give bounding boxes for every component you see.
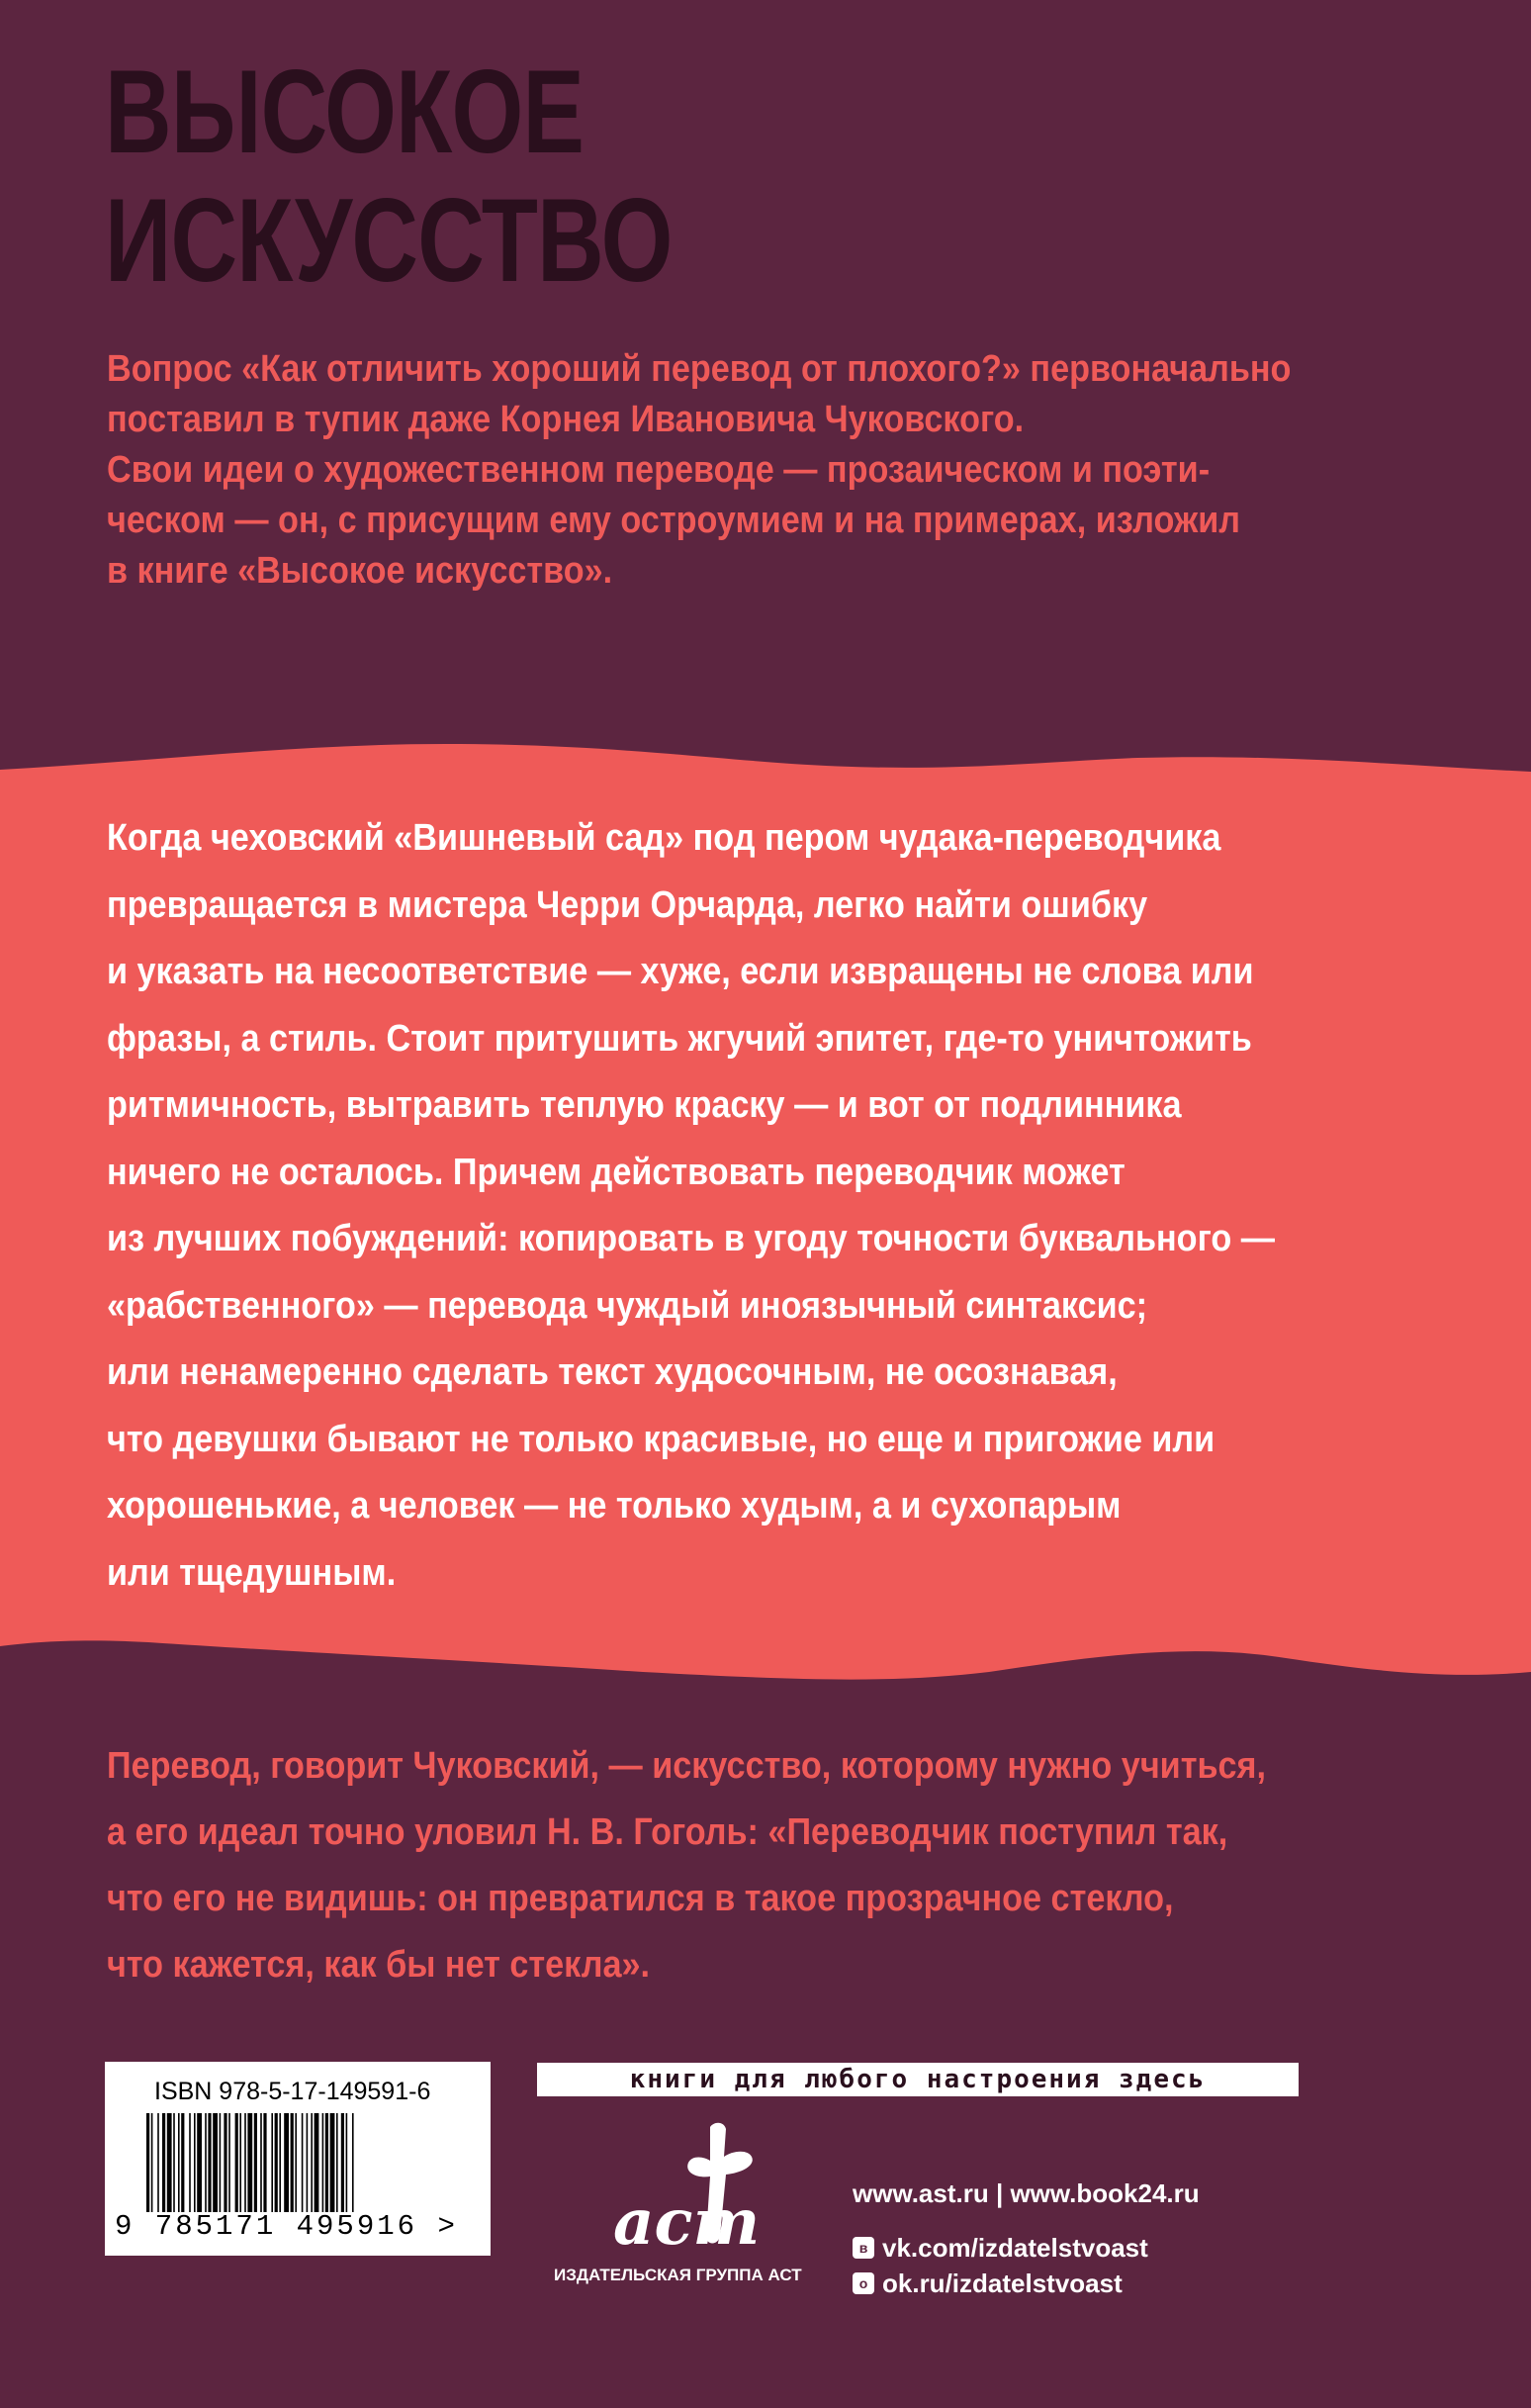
outro-paragraph [107, 1733, 1393, 1998]
band-line: или тщедушным. [107, 1551, 397, 1594]
intro-line: ческом — он, с присущим ему остроумием и на примерах, изложил [107, 500, 1240, 541]
band-line: из лучших побуждений: копировать в угоду точности буквального — [107, 1218, 1275, 1259]
band-line: Когда чеховский «Вишневый сад» под пером чудака-переводчика [107, 817, 1221, 859]
isbn-label: ISBN 978-5-17-149591-6 [154, 2078, 431, 2105]
intro-line: в книге «Высокое искусство». [107, 550, 613, 592]
odnoklassniki-icon: о [853, 2272, 874, 2294]
intro-line: поставил в тупик даже Корнея Ивановича Чуковского. [107, 399, 1025, 440]
band-line: «рабственного» — перевода чуждый иноязычный синтаксис; [107, 1284, 1148, 1327]
publisher-links [853, 2175, 1200, 2299]
band-line: фразы, а стиль. Стоит притушить жгучий эпитет, где-то уничтожить [107, 1017, 1252, 1060]
intro-paragraph [107, 344, 1393, 597]
outro-line: что кажется, как бы нет стекла». [107, 1944, 650, 1986]
barcode-digits: 9 785171 495916 > [115, 2210, 458, 2243]
band-line: хорошенькие, а человек — не только худым, а и сухопарым [107, 1485, 1122, 1527]
band-line: и указать на несоответствие — хуже, если извращены не слова или [107, 951, 1254, 992]
outro-line: Перевод, говорит Чуковский, — искусство, которому нужно учиться, [107, 1745, 1266, 1787]
publisher-name: ИЗДАТЕЛЬСКАЯ ГРУППА АСТ [554, 2266, 802, 2284]
barcode-bars [146, 2113, 453, 2212]
title-line-2: ИСКУССТВО [105, 174, 673, 307]
logo-text: аст [613, 2185, 761, 2260]
outro-line: что его не видишь: он превратился в такое прозрачное стекло, [107, 1878, 1174, 1919]
outro-line: а его идеал точно уловил Н. В. Гоголь: «Переводчик поступил так, [107, 1811, 1228, 1853]
band-line: ничего не осталось. Причем действовать переводчик может [107, 1151, 1126, 1193]
vk-icon: в [853, 2237, 874, 2259]
isbn-barcode [105, 2062, 491, 2256]
ast-logo [593, 2117, 791, 2266]
band-line: превращается в мистера Черри Орчарда, легко найти ошибку [107, 883, 1148, 926]
book-title [105, 47, 673, 305]
ok-link[interactable] [853, 2268, 1200, 2299]
intro-line: Свои идеи о художественном переводе — прозаическом и поэти- [107, 449, 1211, 491]
website-links[interactable]: www.ast.ru | www.book24.ru [853, 2178, 1200, 2208]
slogan-banner: книги для любого настроения здесь [537, 2063, 1299, 2096]
band-paragraph [107, 805, 1412, 1607]
title-line-1: ВЫСОКОЕ [105, 46, 585, 178]
band-line: ритмичность, вытравить теплую краску — и вот от подлинника [107, 1084, 1182, 1126]
vk-link[interactable] [853, 2232, 1200, 2264]
band-line: или ненамеренно сделать текст худосочным, не осознавая, [107, 1351, 1118, 1393]
vk-link-text: vk.com/izdatelstvoast [882, 2232, 1148, 2263]
ok-link-text: ok.ru/izdatelstvoast [882, 2268, 1123, 2298]
intro-line: Вопрос «Как отличить хороший перевод от плохого?» первоначально [107, 348, 1292, 390]
band-line: что девушки бывают не только красивые, но еще и пригожие или [107, 1418, 1216, 1460]
